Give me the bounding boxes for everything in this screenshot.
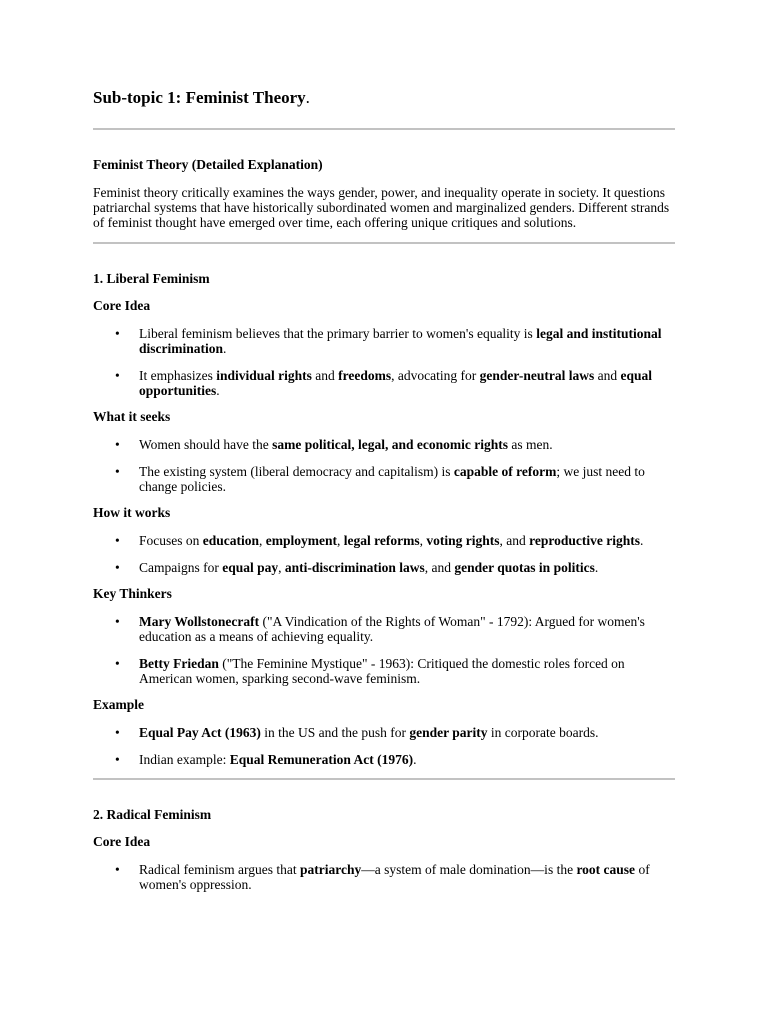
subheading-how-it-works: How it works (93, 505, 171, 520)
list-item: • Campaigns for equal pay, anti-discrimination laws, and gender quotas in politics. (93, 560, 675, 575)
bullet-list (93, 326, 675, 398)
section-heading-radical-feminism: 2. Radical Feminism (93, 807, 212, 822)
subheading-example: Example (93, 697, 145, 712)
page-title (93, 87, 675, 109)
list-item: • It emphasizes individual rights and freedoms, advocating for gender-neutral laws and equal opportunities. (93, 368, 675, 398)
list-item: • Mary Wollstonecraft ("A Vindication of the Rights of Woman" - 1792): Argued for women's education as a means of achieving equality. (93, 614, 675, 644)
list-item: • Betty Friedan ("The Feminine Mystique" - 1963): Critiqued the domestic roles forced on American women, sparking second-wave feminism. (93, 656, 675, 686)
document-content (93, 87, 675, 892)
list-item: • The existing system (liberal democracy and capitalism) is capable of reform; we just need to change policies. (93, 464, 675, 494)
title-text: Sub-topic 1: Feminist Theory (93, 88, 306, 107)
list-item: • Equal Pay Act (1963) in the US and the push for gender parity in corporate boards. (93, 725, 675, 740)
divider (93, 242, 675, 244)
subheading-core-idea: Core Idea (93, 834, 151, 849)
divider (93, 778, 675, 780)
bullet-list (93, 725, 675, 767)
list-item: • Focuses on education, employment, legal reforms, voting rights, and reproductive rights. (93, 533, 675, 548)
section-heading-liberal-feminism: 1. Liberal Feminism (93, 271, 210, 286)
list-item: • Indian example: Equal Remuneration Act (1976). (93, 752, 675, 767)
subheading-core-idea: Core Idea (93, 298, 151, 313)
subheading-key-thinkers: Key Thinkers (93, 586, 172, 601)
list-item: • Liberal feminism believes that the primary barrier to women's equality is legal and institutional discrimination. (93, 326, 675, 356)
divider (93, 128, 675, 130)
intro-paragraph: Feminist theory critically examines the ways gender, power, and inequality operate in society. It questions patriarchal systems that have historically subordinated women and marginalized genders. Different strands of feminist thought have emerged over time, each offering unique critiques and solutions. (93, 185, 670, 230)
subheading-what-it-seeks: What it seeks (93, 409, 171, 424)
bullet-list (93, 533, 675, 575)
title-period: . (305, 88, 310, 107)
list-item: • Radical feminism argues that patriarchy—a system of male domination—is the root cause of women's oppression. (93, 862, 675, 892)
bullet-list (93, 862, 675, 892)
bullet-list (93, 614, 675, 686)
bullet-list (93, 437, 675, 494)
intro-heading: Feminist Theory (Detailed Explanation) (93, 157, 323, 172)
list-item: • Women should have the same political, legal, and economic rights as men. (93, 437, 675, 452)
